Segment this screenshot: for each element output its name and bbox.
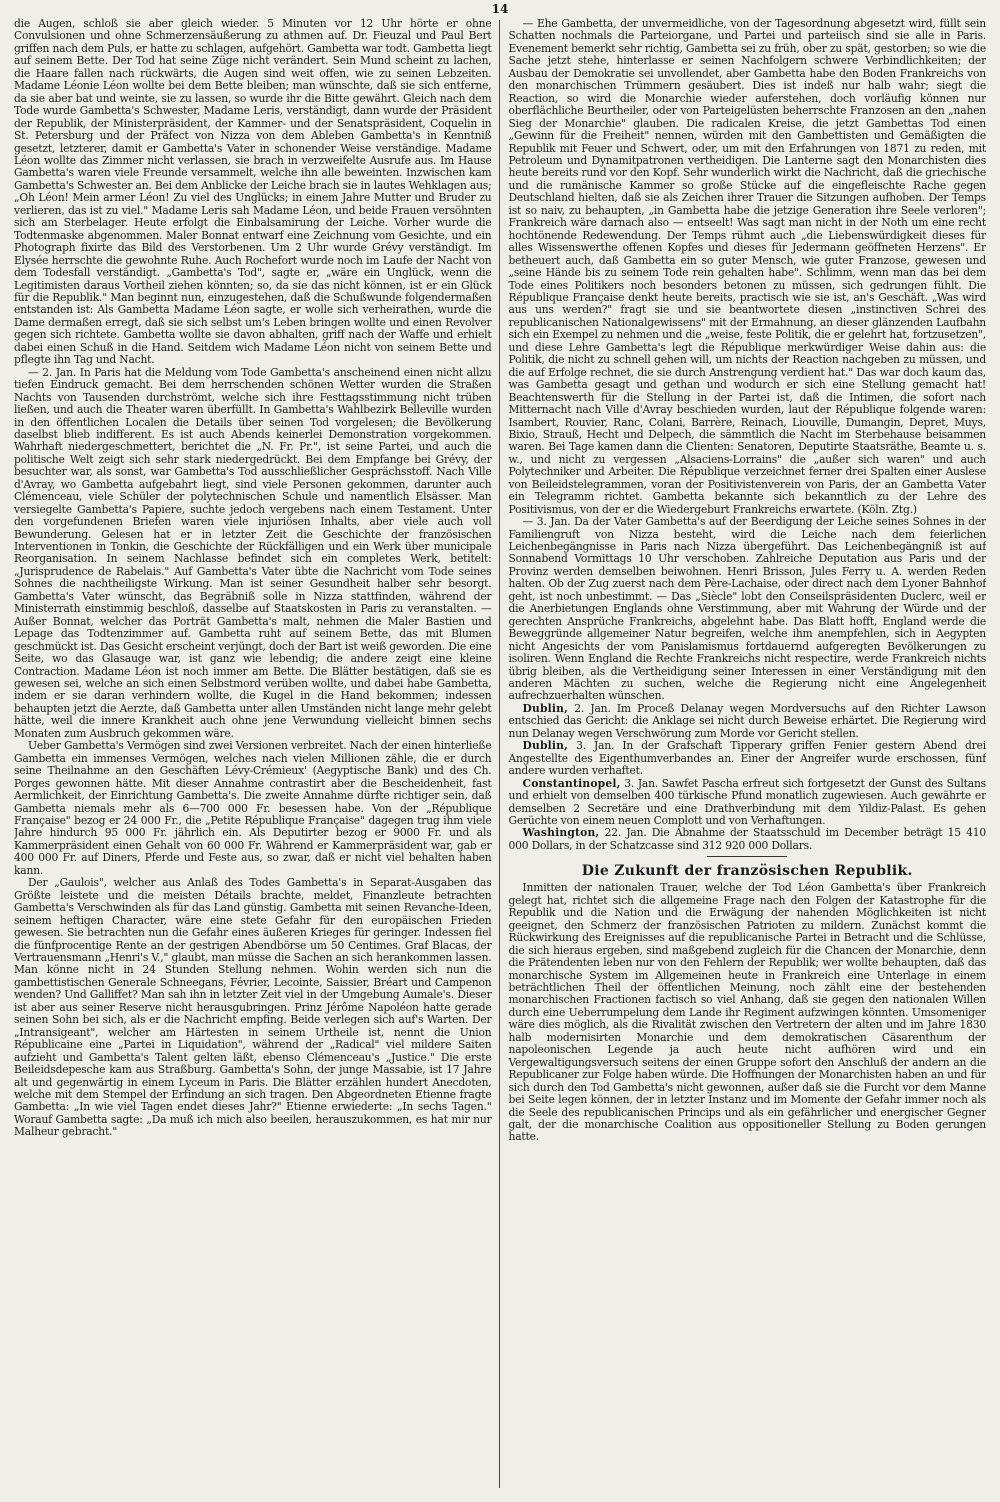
dateline: Constantinopel,: [522, 776, 621, 790]
section-separator: [707, 856, 787, 857]
news-item: [509, 778, 987, 828]
page-number: 14: [491, 2, 509, 16]
article-heading: Die Zukunft der französischen Republik.: [581, 863, 913, 880]
news-item: [509, 703, 987, 740]
paragraph: — Ehe Gambetta, der unvermeidliche, von der Tagesordnung abgesetzt wird, füllt sein Schatten nochmals die Parteiorgane, und Partei und parteiisch sind sie alle in Paris. Evenement bemerkt sehr richtig, Gambetta sei zu früh, ober zu spät, gestorben; so wie die Sache jetzt stehe, hinterlasse er seinen Nachfolgern schwere Verbindlichkeiten; der Ausbau der Demokratie sei unvollendet, aber Gambetta habe den Boden Frankreichs von den monarchischen Trümmern gesäubert. Dies ist indeß nur halb wahr; siegt die Reaction, so wird die Monarchie wieder auferstehen, doch vorläufig können nur oberflächliche Beurtheiler, oder von Parteigelüsten beherrschte Franzosen an den „nahen Sieg der Monarchie" glauben. Die radicalen Kreise, die jetzt Gambettas Tod einen „Gewinn für die Freiheit" nennen, würden mit den Gambettisten und Gemäßigten die Republik mit Feuer und Schwert, oder, um mit den Erfahrungen von 1871 zu reden, mit Petroleum und Dynamitpatronen vertheidigen. Die Lanterne sagt den Monarchisten dies heute bereits rund vor den Kopf. Sehr wunderlich wirkt die Nachricht, daß die griechische und die rumänische Kammer so große Stücke auf die eingefleischte Rache gegen Deutschland hielten, daß sie als Zeichen ihrer Trauer die Sitzungen aufhoben. Der Temps ist so naiv, zu behaupten, „in Gambetta habe die jetzige Generation ihre Seele verloren"; Frankreich wäre darnach also — entseelt! Was sagt man nicht in der Noth um eine recht hochtönende Redewendung. Der Temps rühmt auch „die Liebenswürdigkeit dieses für alles Wissenswerthe offenen Kopfes und dieses für Jedermann geöffneten Herzens". Er betheuert auch, daß Gambetta ein so guter Mensch, wie guter Franzose, gewesen und „seine Hände bis zu seinem Tode rein gehalten habe". Schlimm, wenn man das bei dem Tode eines Politikers noch besonders betonen zu müssen, sich gedrungen fühlt. Die République Française denkt heute bereits, practisch wie sie ist, an's Geschäft. „Was wird aus uns werden?" fragt sie und sie beantwortete diesen „instinctiven Schrei des republicanischen Nationalgewissens" mit der Ermahnung, an dieser glänzenden Laufbahn sich ein Exempel zu nehmen und die „weise, feste Politik, die er gelehrt hat, fortzusetzen", und diese Lehre Gambetta's legt die République merkwürdiger Weise dahin aus: die Politik, die nicht zu schnell gehen will, um nichts der Reaction nachgeben zu müssen, und die auf Erfolge rechnet, die sie durch Anstrengung verdient hat." Das war doch kaum das, was Gambetta gesagt und gethan und wodurch er sich eine Stellung gemacht hat! Beachtenswerth für die Stellung in der Partei ist, daß die Intimen, die sofort nach Mitternacht nach Ville d'Avray beschieden wurden, laut der République folgende waren: Isambert, Rouvier, Ranc, Colani, Barrère, Reinach, Liouville, Dumangin, Depret, Muys, Bixio, Strauß, Hecht und Delpech, die sämmtlich die Nacht im Sterbehause beisammen waren. Bei Tage kamen dann die Clienten: Senatoren, Deputirte Staatsräthe, Beamte u. s. w., und nicht zu vergessen „Alsaciens-Lorrains" die „außer sich waren" und auch Polytechniker und Arbeiter. Die République verzeichnet ferner drei Spalten einer Auslese von Beileidstelegrammen, voran der Positivistenverein von Paris, der an Gambetta Vater ein Telegramm richtet. Gambetta bekannte sich bekanntlich zu der Lehre des Positivismus, von der er die Wiedergeburt Frankreichs erwartete. (Köln. Ztg.): [508, 18, 986, 516]
dateline: Dublin,: [522, 739, 569, 753]
right-column: [500, 18, 987, 1488]
paragraph: Ueber Gambetta's Vermögen sind zwei Versionen verbreitet. Nach der einen hinterließe Gambetta ein immenses Vermögen, welches nach vielen Millionen zähle, die er durch seine Theilnahme an den Geschäften Lévy-Crémieux' (Aegyptische Bank) und des Ch. Porges gewonnen hätte. Mit dieser Annahme contrastirt aber die Bescheidenheit, fast Aermlichkeit, der Einrichtung Gambetta's. Die zweite Annahme dürfte richtiger sein, daß Gambetta niemals mehr als 6—700 000 Fr. besessen habe. Von der „République Française" bezog er 24 000 Fr., die „Petite République Française" dagegen trug ihm viele Jahre hindurch 95 000 Fr. jährlich ein. Als Deputirter bezog er 9000 Fr. und als Kammerpräsident einen Gehalt von 60 000 Fr. Während er Kammerpräsident war, gab er 400 000 Fr. auf Diners, Pferde und Feste aus, so zwar, daß er nicht viel behalten haben kann.: [14, 739, 492, 877]
paragraph: die Augen, schloß sie aber gleich wieder. 5 Minuten vor 12 Uhr hörte er ohne Convulsionen und ohne Schmerzensäußerung zu athmen auf. Dr. Fieuzal und Paul Bert griffen nach dem Puls, er hatte zu schlagen, aufgehört. Gambetta war todt. Gambetta liegt auf seinem Bette. Der Tod hat seine Züge nicht verändert. Sein Mund scheint zu lachen, die Haare fallen nach rückwärts, die Augen sind weit offen, wie zu seinen Lebzeiten. Madame Léonie Léon wollte bei dem Bette bleiben; man wünschte, daß sie sich entferne, da sie aber bat und weinte, sie zu lassen, so wurde ihr die Bitte gewährt. Gleich nach dem Tode wurde Gambetta's Schwester, Madame Leris, verständigt, dann wurde der Präsident der Republik, der Ministerpräsident, der Kammer- und der Senatspräsident, Coquelin in St. Petersburg und der Präfect von Nizza von dem Ableben Gambetta's in Kenntniß gesetzt, letzterer, damit er Gambetta's Vater in schonender Weise verständige. Madame Léon wollte das Zimmer nicht verlassen, sie brach in verzweifelte Ausrufe aus. Im Hause Gambetta's waren viele Freunde versammelt, welche ihn alle beweinten. Inzwischen kam Gambetta's Schwester an. Bei dem Anblicke der Leiche brach sie in lautes Wehklagen aus; „Oh Léon! Mein armer Léon! Zu viel des Unglücks; in einem Jahre Mutter und Bruder zu verlieren, das ist zu viel." Madame Leris sah Madame Léon, und beide Frauen versöhnten sich am Sterbelager. Heute erfolgt die Einbalsamirung der Leiche. Vorher wurde die Todtenmaske abgenommen. Maler Bonnat entwarf eine Zeichnung vom Gesichte, und ein Photograph fixirte das Bild des Verstorbenen. Um 2 Uhr wurde Grévy verständigt. Im Elysée herrschte die gewohnte Ruhe. Auch Rochefort wurde noch im Laufe der Nacht von dem Todesfall verständigt. „Gambetta's Tod", sagte er, „wäre ein Unglück, wenn die Legitimisten daraus Vortheil ziehen könnten; so, da sie das nicht können, ist er ein Glück für die Republik." Man beginnt nun, einzugestehen, daß die Schußwunde folgendermaßen entstanden ist: Als Gambetta Madame Léon sagte, er wolle sich verheirathen, wurde die Dame dermaßen erregt, daß sie sich selbst um's Leben bringen wollte und einen Revolver gegen sich richtete. Gambetta wollte sie davon abhalten, griff nach der Waffe und erhielt dabei einen Schuß in die Hand. Seitdem wich Madame Léon nicht von seinem Bette und pflegte ihn Tag und Nacht.: [14, 18, 492, 367]
news-text: 3. Jan. Sawfet Pascha erfreut sich fortgesetzt der Gunst des Sultans und erhielt von demselben 400 türkische Pfund monatlich zugewiesen. Auch gewährte er demselben 2 Secretäre und eine Drathverbindung mit dem Yildiz-Palast. Es gehen Gerüchte von einem neuen Complott und von Verhaftungen.: [508, 776, 986, 827]
left-column: [14, 18, 499, 1488]
dateline: Dublin,: [522, 701, 569, 715]
paragraph: Inmitten der nationalen Trauer, welche der Tod Léon Gambetta's über Frankreich gelegt hat, richtet sich die allgemeine Frage nach den Folgen der Katastrophe für die Republik und die Nation und die Erwägung der nahenden Möglichkeiten ist nicht geeignet, den Schmerz der französischen Patrioten zu mildern. Zunächst kommt die Rückwirkung des Ereignisses auf die republicanische Partei in Betracht und die Schlüsse, die sich hieraus ergeben, sind maßgebend zugleich für die Chancen der Monarchie, denn die Prätendenten leben nur von den Fehlern der Republik; wer wollte behaupten, daß das monarchische System im Allgemeinen heute in Frankreich eine Unterlage in einem beträchtlichen Theil der öffentlichen Meinung, noch zählt eine der bestehenden monarchischen Fractionen factisch so viel Anhang, daß sie gegen den nationalen Willen durch eine Ueberrumpelung dem Lande ihr Regiment aufzwingen könnten. Umsomeniger wäre dies möglich, als die Rivalität zwischen den Vertretern der alten und im Jahre 1830 halb modernisirten Monarchie und dem demokratischen Cäsarenthum der napoleonischen Legende ja auch heute nicht aufhören wird und ein Vergewaltigungsversuch seitens der einen Gruppe sofort den Anschluß der andern an die Republicaner zur Folge haben würde. Die Hoffnungen der Monarchisten haben an und für sich durch den Tod Gambetta's nicht gewonnen, außer daß sie die Furcht vor dem Manne bei Seite legen können, der in letzter Instanz und im Momente der Gefahr immer noch als die Seele des republicanischen Princips und als ein gefährlicher und energischer Gegner galt, der die monarchische Coalition aus oppositioneller Stellung zu Boden gerungen hatte.: [508, 881, 986, 1144]
columns: [14, 18, 986, 1488]
paragraph: — 3. Jan. Da der Vater Gambetta's auf der Beerdigung der Leiche seines Sohnes in der Familiengruft von Nizza besteht, wird die Leiche nach dem feierlichen Leichenbegängnisse in Paris nach Nizza übergeführt. Das Leichenbegängniß ist auf Sonnabend Vormittags 10 Uhr verschoben. Zahlreiche Deputation aus Paris und der Provinz werden demselben beiwohnen. Henri Brisson, Jules Ferry u. A. werden Reden halten. Ob der Zug zuerst nach dem Père-Lachaise, oder direct nach dem Lyoner Bahnhof geht, ist noch unbestimmt. — Das „Siècle" lobt den Conseilspräsidenten Duclerc, weil er die Anerbietungen Englands ohne Verstimmung, aber mit Wahrung der Würde und der gerechten Ansprüche Frankreichs, abgelehnt habe. Das Blatt hofft, England werde die Beweggründe allgemeiner Natur begreifen, welche ihm anempfehlen, sich in Aegypten nicht Angesichts der vom Panislamismus fortdauernd aufgeregten Bevölkerungen zu isoliren. Wenn England die Rechte Frankreichs nicht respectire, werde Frankreich nichts übrig bleiben, als die Vertheidigung seiner Interessen in einer Verständigung mit den anderen Mächten zu suchen, welche die Regierung nicht eine Angelegenheit aufrechzuerhalten wünschen.: [508, 515, 986, 703]
news-text: 3. Jan. In der Grafschaft Tipperary griffen Fenier gestern Abend drei Angestellte des Eigenthumverbandes an. Einer der Angreifer wurde erschossen, fünf andere wurden verhaftet.: [508, 739, 986, 778]
dateline: Washington,: [522, 826, 600, 840]
news-item: [509, 827, 987, 852]
paragraph: Der „Gaulois", welcher aus Anlaß des Todes Gambetta's in Separat-Ausgaben das Größte leistete und die meisten Détails brachte, meldet, Finanzleute betrachten Gambetta's Verschwinden als für das Land günstig. Gambetta mit seinen Revanche-Ideen, seinem heftigen Character, wäre eine stete Gefahr für den europäischen Frieden gewesen. Sie betrachten nun die Gefahr eines äußeren Krieges für geringer. Indessen fiel die fünfprocentige Rente an der gestrigen Abendbörse um 50 Centimes. Graf Blacas, der Vertrauensmann „Henri's V.," glaubt, man müsse die Sachen an sich herankommen lassen. Man könne nicht in 24 Stunden Stellung nehmen. Wohin werden sich nun die gambettistischen Generale Schneegans, Février, Lecointe, Saissier, Bréart und Campenon wenden? Und Galliffet? Man sah ihn in letzter Zeit viel in der Umgebung Aumale's. Dieser ist aber aus seiner Reserve nicht herausgubringen. Prinz Jérôme Napoléon hatte gerade seinen Sohn bei sich, als er die Nachricht empfing. Beide verlegen sich auf's Warten. Der „Intransigeant", welcher am Härtesten in seinem Urtheile ist, nennt die Union Républicaine eine „Partei in Liquidation", während der „Radical" viel mildere Saiten aufzieht und Gambetta's Talent gelten läßt, ebenso Clémenceau's „Justice." Die erste Beileidsdepesche kam aus Straßburg. Gambetta's Sohn, der junge Massabie, ist 17 Jahre alt und gegenwärtig in einem Lyceum in Paris. Die Blätter erzählen hundert Anecdoten, welche mit dem Stempel der Erfindung an sich tragen. Den Abgeordneten Etienne fragte Gambetta: „In wie viel Tagen endet dieses Jahr?" Etienne erwiederte: „In sechs Tagen." Worauf Gambetta sagte: „Da muß ich mich also beeilen, herauszukommen, es hat mir nur Malheur gebracht.": [14, 876, 492, 1139]
news-text: 2. Jan. Im Proceß Delanay wegen Mordversuchs auf den Richter Lawson entschied das Gericht: die Anklage sei nicht durch Beweise erhärtet. Die Regierung wird nun Delanay wegen Verschwörung zum Morde vor Gericht stellen.: [508, 701, 986, 740]
paragraph: — 2. Jan. In Paris hat die Meldung vom Tode Gambetta's anscheinend einen nicht allzu tiefen Eindruck gemacht. Bei dem herrschenden schönen Wetter wurden die Straßen Nachts von Tausenden durchströmt, welche sich ihre Festtagsstimmung nicht trüben ließen, und auch die Theater waren überfüllt. In Gambetta's Wahlbezirk Belleville wurden in den öffentlichen Localen die Details über seinen Tod vorgelesen; die Bevölkerung daselbst blieb indifferent. Es ist auch Abends keinerlei Demonstration vorgekommen. Wahrhaft niedergeschmettert, berichtet die „N. Fr. Pr.", ist seine Partei, und auch die politische Welt zeigt sich sehr stark niedergedrückt. Bei dem Empfange bei Grévy, der besuchter war, als sonst, war Gambetta's Tod ausschließlicher Gesprächsstoff. Nach Ville d'Avray, wo Gambetta aufgebahrt liegt, sind viele Personen gekommen, darunter auch Clémenceau, viele Schüler der polytechnischen Schule und namentlich Elsässer. Man versiegelte Gambetta's Papiere, suchte jedoch vergebens nach einem Testament. Unter den vorgefundenen Briefen waren viele injuriösen Inhalts, aber viele auch voll Bewunderung. Gelesen hat er in letzter Zeit die Geschichte der französischen Interventionen in Tonkin, die Geschichte der Rückfälligen und ein Werk über municipale Reorganisation. In seinem Nachlasse befindet sich ein completes Werk, betitelt: „Jurisprudence de Rabelais." Auf Gambetta's Vater übte die Nachricht vom Tode seines Sohnes die nachtheiligste Wirkung. Man ist seiner Gesundheit halber sehr besorgt. Gambetta's Vater wünscht, das Begräbniß solle in Nizza stattfinden, während der Ministerrath einstimmig beschloß, dasselbe auf Staatskosten in Paris zu veranstalten. — Außer Bonnat, welcher das Porträt Gambetta's malt, nehmen die Maler Bastien und Lepage das Todtenzimmer auf. Gambetta ruht auf seinem Bette, das mit Blumen geschmückt ist. Das Gesicht erscheint verjüngt, doch der Bart ist weiß geworden. Die eine Seite, wo das Glasauge war, ist ganz wie lebendig; die andere zeigt eine kleine Contraction. Madame Léon ist noch immer am Bette. Die Blätter bestätigen, daß sie es gewesen sei, welche an sich einen Selbstmord verüben wollte, und dabei habe Gambetta, indem er sie daran verhindern wollte, die Kugel in die Hand bekommen; indessen behaupten jetzt die Aerzte, daß Gambetta unter allen Umständen nicht lange mehr gelebt hätte, weil die innere Krankheit auch ohne jene Verwundung vielleicht binnen sechs Monaten zum Ausbruch gekommen wäre.: [14, 365, 492, 740]
news-text: 22. Jan. Die Abnahme der Staatsschuld im December beträgt 15 410 000 Dollars, in der Schatzcasse sind 312 920 000 Dollars.: [508, 826, 986, 852]
news-item: [509, 740, 987, 777]
